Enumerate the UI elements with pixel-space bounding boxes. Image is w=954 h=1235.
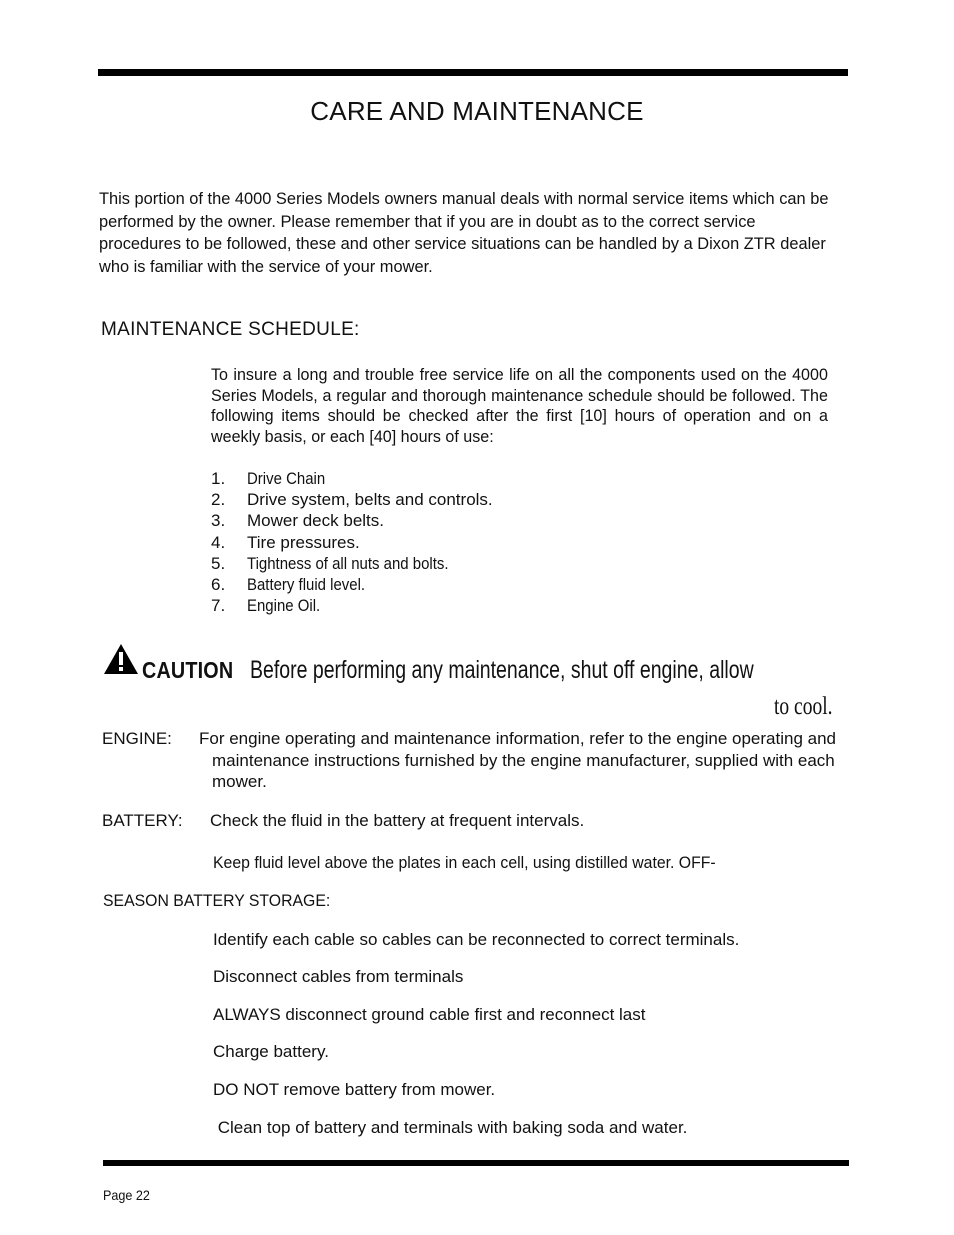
list-item-number: 4. [211,532,226,552]
list-item [211,510,493,531]
bottom-rule [103,1160,849,1166]
list-item [211,532,493,553]
list-item [211,595,493,616]
storage-step: Clean top of battery and terminals with baking soda and water. [213,1118,688,1137]
battery-storage-label: SEASON BATTERY STORAGE: [103,891,331,910]
battery-text: Check the fluid in the battery at frequent intervals. [210,811,585,830]
storage-step: Disconnect cables from terminals [213,967,464,986]
warning-triangle-icon [103,643,139,675]
list-item-text: Drive Chain [247,469,326,488]
list-item-text: Tightness of all nuts and bolts. [247,553,449,573]
storage-step: Identify each cable so cables can be reconnected to correct terminals. [213,930,740,949]
list-item [211,574,493,595]
caution-text-continuation: to cool. [774,693,833,720]
list-item-text: Tire pressures. [247,532,360,552]
battery-label: BATTERY: [102,811,183,830]
intro-text: This portion of the 4000 Series Models owners manual deals with normal service items which can be performed by the owner. Please remember that if you are in doubt as to the correct service procedures to be followed, these and other service situations can be handled by a Dixon ZTR dealer who is familiar with the service of your mower. [99,189,829,276]
page-title: CARE AND MAINTENANCE [310,96,644,126]
list-item-number: 7. [211,596,226,616]
list-item-number: 1. [211,469,226,488]
list-item-text: Engine Oil. [247,596,321,616]
storage-step: ALWAYS disconnect ground cable first and reconnect last [213,1005,646,1024]
engine-text-continued: maintenance instructions furnished by the engine manufacturer, supplied with each mower. [212,751,835,791]
engine-text: For engine operating and maintenance information, refer to the engine operating and [199,729,836,748]
top-rule [98,69,848,76]
list-item-text: Battery fluid level. [247,574,366,594]
list-item [211,468,493,489]
list-item-text: Drive system, belts and controls. [247,490,493,510]
maintenance-schedule-text: To insure a long and trouble free service life on all the components used on the 4000 Series Models, a regular and thorough maintenance schedule should be followed. The following items should be checked after the first [10] hours of operation and on a weekly basis, or each [40] hours of use: [211,365,828,446]
list-item [211,553,493,574]
intro-paragraph [99,188,829,278]
battery-fluid-text: Keep fluid level above the plates in each cell, using distilled water. OFF- [213,853,716,872]
engine-label: ENGINE: [102,729,172,748]
list-item-number: 5. [211,553,226,573]
list-item-text: Mower deck belts. [247,511,384,531]
storage-step: DO NOT remove battery from mower. [213,1080,496,1099]
list-item-number: 3. [211,511,226,531]
maintenance-checklist [211,468,493,616]
page-number: Page 22 [103,1187,150,1203]
list-item-number: 2. [211,490,226,510]
list-item-number: 6. [211,574,226,594]
list-item [211,489,493,510]
maintenance-schedule-heading: MAINTENANCE SCHEDULE: [101,319,360,340]
caution-label: CAUTION [142,657,234,683]
storage-step: Charge battery. [213,1042,329,1061]
caution-text: Before performing any maintenance, shut off engine, allow [250,656,754,684]
